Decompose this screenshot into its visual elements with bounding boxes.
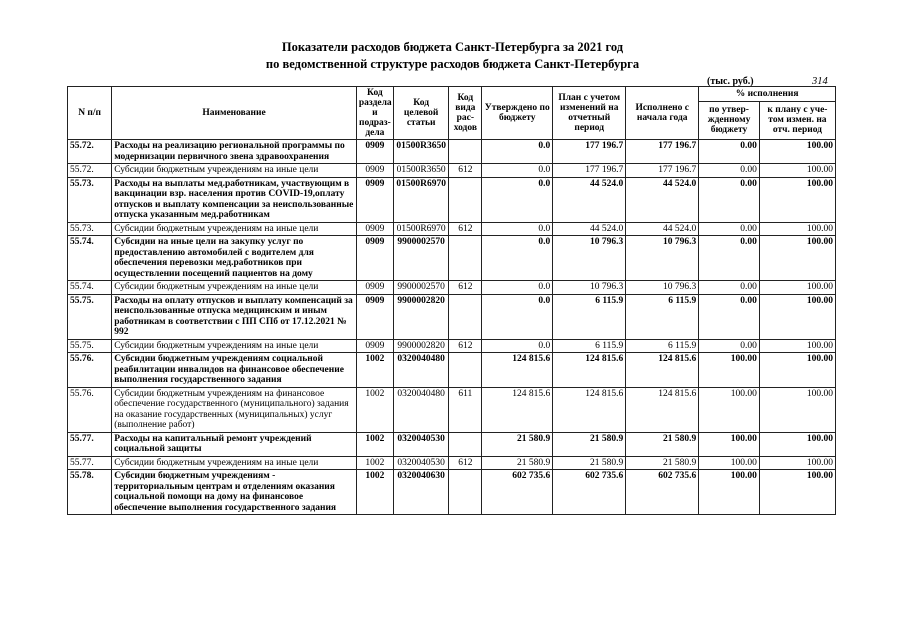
header-approved: Утверждено по бюджету bbox=[482, 87, 553, 140]
row-plan: 124 815.6 bbox=[553, 387, 626, 432]
row-number: 55.73. bbox=[68, 222, 112, 236]
row-plan: 6 115.9 bbox=[553, 294, 626, 339]
row-pct-approved: 0.00 bbox=[699, 339, 760, 353]
row-name: Субсидии бюджетным учреждениям на финансовое обеспечение государственного (муниципального) задания на оказание государственных (муниципальных) услуг (выполнение работ) bbox=[112, 387, 357, 432]
header-num: N п/п bbox=[68, 87, 112, 140]
table-row bbox=[68, 281, 836, 295]
row-pct-plan: 100.00 bbox=[759, 353, 835, 388]
row-number: 55.76. bbox=[68, 387, 112, 432]
row-vid bbox=[449, 140, 482, 164]
row-approved: 0.0 bbox=[482, 222, 553, 236]
row-pct-approved: 0.00 bbox=[699, 281, 760, 295]
row-executed: 177 196.7 bbox=[626, 140, 699, 164]
row-razdel: 0909 bbox=[356, 164, 393, 178]
table-row bbox=[68, 164, 836, 178]
row-pct-plan: 100.00 bbox=[759, 222, 835, 236]
row-approved: 0.0 bbox=[482, 339, 553, 353]
row-pct-plan: 100.00 bbox=[759, 470, 835, 515]
row-vid: 612 bbox=[449, 222, 482, 236]
row-razdel: 0909 bbox=[356, 236, 393, 281]
row-approved: 21 580.9 bbox=[482, 432, 553, 456]
row-vid: 612 bbox=[449, 339, 482, 353]
row-plan: 177 196.7 bbox=[553, 164, 626, 178]
header-name: Наименование bbox=[112, 87, 357, 140]
row-approved: 602 735.6 bbox=[482, 470, 553, 515]
row-pct-plan: 100.00 bbox=[759, 294, 835, 339]
row-name: Субсидии бюджетным учреждениям на иные цели bbox=[112, 456, 357, 470]
units-label: (тыс. руб.) bbox=[707, 76, 754, 87]
row-razdel: 0909 bbox=[356, 339, 393, 353]
row-pct-approved: 100.00 bbox=[699, 353, 760, 388]
row-razdel: 0909 bbox=[356, 294, 393, 339]
table-row bbox=[68, 294, 836, 339]
table-row bbox=[68, 140, 836, 164]
row-plan: 10 796.3 bbox=[553, 281, 626, 295]
row-statya: 9900002820 bbox=[393, 294, 449, 339]
row-approved: 0.0 bbox=[482, 281, 553, 295]
row-plan: 10 796.3 bbox=[553, 236, 626, 281]
row-razdel: 0909 bbox=[356, 140, 393, 164]
row-approved: 0.0 bbox=[482, 294, 553, 339]
row-plan: 21 580.9 bbox=[553, 432, 626, 456]
row-pct-approved: 100.00 bbox=[699, 470, 760, 515]
table-row bbox=[68, 432, 836, 456]
row-pct-approved: 0.00 bbox=[699, 140, 760, 164]
row-pct-approved: 100.00 bbox=[699, 432, 760, 456]
report-title: Показатели расходов бюджета Санкт-Петербурга за 2021 год bbox=[281, 40, 624, 54]
row-pct-plan: 100.00 bbox=[759, 177, 835, 222]
row-number: 55.75. bbox=[68, 294, 112, 339]
row-razdel: 1002 bbox=[356, 353, 393, 388]
row-number: 55.78. bbox=[68, 470, 112, 515]
row-pct-approved: 100.00 bbox=[699, 456, 760, 470]
row-approved: 124 815.6 bbox=[482, 387, 553, 432]
row-executed: 124 815.6 bbox=[626, 387, 699, 432]
row-approved: 0.0 bbox=[482, 177, 553, 222]
row-statya: 0320040480 bbox=[393, 387, 449, 432]
row-number: 55.74. bbox=[68, 281, 112, 295]
header-executed: Исполнено с начала года bbox=[626, 87, 699, 140]
row-vid: 612 bbox=[449, 281, 482, 295]
row-approved: 0.0 bbox=[482, 236, 553, 281]
row-name: Расходы на реализацию региональной программы по модернизации первичного звена здравоохранения bbox=[112, 140, 357, 164]
row-executed: 10 796.3 bbox=[626, 236, 699, 281]
row-razdel: 0909 bbox=[356, 281, 393, 295]
row-name: Субсидии бюджетным учреждениям - территориальным центрам и отделениям оказания социальной помощи на дому на финансовое обеспечение выполнения государственного задания bbox=[112, 470, 357, 515]
row-pct-approved: 0.00 bbox=[699, 164, 760, 178]
expenditure-table bbox=[67, 86, 836, 515]
row-name: Субсидии бюджетным учреждениям на иные цели bbox=[112, 281, 357, 295]
row-approved: 0.0 bbox=[482, 164, 553, 178]
row-vid bbox=[449, 432, 482, 456]
row-vid: 611 bbox=[449, 387, 482, 432]
row-statya: 01500R6970 bbox=[393, 177, 449, 222]
row-executed: 10 796.3 bbox=[626, 281, 699, 295]
row-pct-plan: 100.00 bbox=[759, 456, 835, 470]
row-number: 55.75. bbox=[68, 339, 112, 353]
row-vid: 612 bbox=[449, 456, 482, 470]
row-plan: 6 115.9 bbox=[553, 339, 626, 353]
row-pct-approved: 100.00 bbox=[699, 387, 760, 432]
header-razdel: Код раздела и подраз-дела bbox=[356, 87, 393, 140]
row-pct-plan: 100.00 bbox=[759, 140, 835, 164]
header-pct: % исполнения bbox=[699, 87, 836, 102]
row-razdel: 1002 bbox=[356, 387, 393, 432]
row-executed: 44 524.0 bbox=[626, 177, 699, 222]
row-number: 55.77. bbox=[68, 432, 112, 456]
row-statya: 0320040530 bbox=[393, 432, 449, 456]
row-name: Расходы на выплаты мед.работникам, участвующим в вакцинации взр. населения против COVID-19,оплату отпусков и выплату компенсации за неиспользованные отпуска указанным мед.работникам bbox=[112, 177, 357, 222]
row-plan: 602 735.6 bbox=[553, 470, 626, 515]
page-number: 314 bbox=[812, 76, 828, 87]
row-vid bbox=[449, 470, 482, 515]
row-razdel: 1002 bbox=[356, 470, 393, 515]
header-statya: Код целевой статьи bbox=[393, 87, 449, 140]
row-approved: 124 815.6 bbox=[482, 353, 553, 388]
row-statya: 9900002820 bbox=[393, 339, 449, 353]
row-vid bbox=[449, 353, 482, 388]
row-name: Субсидии бюджетным учреждениям на иные цели bbox=[112, 222, 357, 236]
row-name: Субсидии бюджетным учреждениям социальной реабилитации инвалидов на финансовое обеспечение выполнения государственного задания bbox=[112, 353, 357, 388]
row-pct-approved: 0.00 bbox=[699, 294, 760, 339]
row-plan: 177 196.7 bbox=[553, 140, 626, 164]
table-row bbox=[68, 236, 836, 281]
table-row bbox=[68, 339, 836, 353]
row-approved: 21 580.9 bbox=[482, 456, 553, 470]
row-plan: 21 580.9 bbox=[553, 456, 626, 470]
row-vid bbox=[449, 236, 482, 281]
row-razdel: 0909 bbox=[356, 177, 393, 222]
row-statya: 0320040530 bbox=[393, 456, 449, 470]
table-row bbox=[68, 470, 836, 515]
row-number: 55.77. bbox=[68, 456, 112, 470]
row-pct-plan: 100.00 bbox=[759, 236, 835, 281]
header-vid: Код вида рас-ходов bbox=[449, 87, 482, 140]
row-name: Субсидии на иные цели на закупку услуг по предоставлению автомобилей с водителем для обеспечения перевозки мед.работников при осуществлении посещений пациентов на дому bbox=[112, 236, 357, 281]
row-executed: 6 115.9 bbox=[626, 339, 699, 353]
row-statya: 01500R3650 bbox=[393, 140, 449, 164]
row-executed: 6 115.9 bbox=[626, 294, 699, 339]
header-pct-plan: к плану с уче-том измен. на отч. период bbox=[759, 101, 835, 139]
report-subtitle: по ведомственной структуре расходов бюджета Санкт-Петербурга bbox=[265, 57, 640, 71]
header-row bbox=[68, 87, 836, 102]
row-statya: 9900002570 bbox=[393, 281, 449, 295]
row-plan: 44 524.0 bbox=[553, 222, 626, 236]
row-name: Субсидии бюджетным учреждениям на иные цели bbox=[112, 339, 357, 353]
row-name: Расходы на оплату отпусков и выплату компенсаций за неиспользованные отпуска медицинским и иным работникам в соответствии с ПП СПб от 17.12.2021 № 992 bbox=[112, 294, 357, 339]
row-pct-plan: 100.00 bbox=[759, 387, 835, 432]
row-pct-plan: 100.00 bbox=[759, 432, 835, 456]
row-vid: 612 bbox=[449, 164, 482, 178]
row-number: 55.73. bbox=[68, 177, 112, 222]
row-pct-approved: 0.00 bbox=[699, 177, 760, 222]
row-pct-plan: 100.00 bbox=[759, 164, 835, 178]
row-number: 55.72. bbox=[68, 140, 112, 164]
row-vid bbox=[449, 177, 482, 222]
table-row bbox=[68, 456, 836, 470]
row-executed: 44 524.0 bbox=[626, 222, 699, 236]
row-razdel: 1002 bbox=[356, 432, 393, 456]
row-number: 55.76. bbox=[68, 353, 112, 388]
row-name: Субсидии бюджетным учреждениям на иные цели bbox=[112, 164, 357, 178]
header-pct-approved: по утвер-жденному бюджету bbox=[699, 101, 760, 139]
table-row bbox=[68, 177, 836, 222]
row-statya: 01500R6970 bbox=[393, 222, 449, 236]
row-pct-plan: 100.00 bbox=[759, 339, 835, 353]
row-pct-plan: 100.00 bbox=[759, 281, 835, 295]
row-number: 55.74. bbox=[68, 236, 112, 281]
row-approved: 0.0 bbox=[482, 140, 553, 164]
row-statya: 01500R3650 bbox=[393, 164, 449, 178]
row-executed: 124 815.6 bbox=[626, 353, 699, 388]
row-executed: 602 735.6 bbox=[626, 470, 699, 515]
row-statya: 9900002570 bbox=[393, 236, 449, 281]
row-plan: 44 524.0 bbox=[553, 177, 626, 222]
row-statya: 0320040630 bbox=[393, 470, 449, 515]
row-razdel: 1002 bbox=[356, 456, 393, 470]
row-number: 55.72. bbox=[68, 164, 112, 178]
row-razdel: 0909 bbox=[356, 222, 393, 236]
header-plan: План с учетом изменений на отчетный период bbox=[553, 87, 626, 140]
row-pct-approved: 0.00 bbox=[699, 236, 760, 281]
row-executed: 21 580.9 bbox=[626, 432, 699, 456]
row-vid bbox=[449, 294, 482, 339]
row-pct-approved: 0.00 bbox=[699, 222, 760, 236]
table-row bbox=[68, 387, 836, 432]
row-executed: 21 580.9 bbox=[626, 456, 699, 470]
row-executed: 177 196.7 bbox=[626, 164, 699, 178]
row-name: Расходы на капитальный ремонт учреждений социальной защиты bbox=[112, 432, 357, 456]
row-plan: 124 815.6 bbox=[553, 353, 626, 388]
table-body bbox=[68, 140, 836, 515]
table-row bbox=[68, 222, 836, 236]
row-statya: 0320040480 bbox=[393, 353, 449, 388]
table-row bbox=[68, 353, 836, 388]
